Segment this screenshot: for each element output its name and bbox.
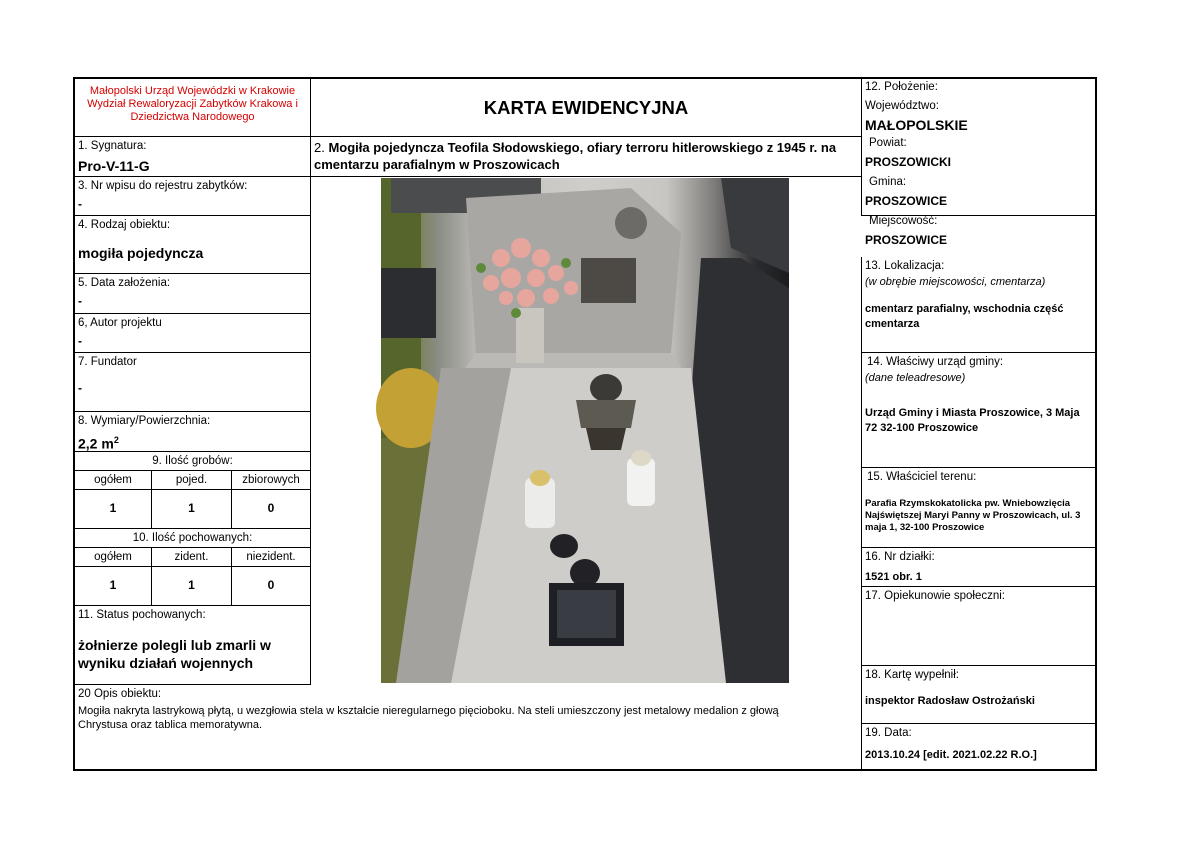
object-name-number: 2. [314, 140, 325, 155]
card-title: KARTA EWIDENCYJNA [483, 97, 689, 118]
object-name [314, 139, 858, 173]
registry-value: - [78, 197, 82, 211]
founded-cell [75, 274, 311, 314]
author-cell [75, 314, 311, 353]
buried-identified: 1 [152, 567, 232, 606]
dimensions-number: 2,2 m [78, 435, 114, 452]
buried-header-identified: zident. [152, 548, 232, 567]
object-name-text: Mogiła pojedyncza Teofila Słodowskiego, ofiary terroru hitlerowskiego z 1945 r. na cmentarzu parafialnym w Proszowicach [314, 140, 837, 172]
dimensions-unit-exponent: 2 [113, 435, 119, 445]
signature-cell [75, 137, 311, 177]
founded-value: - [78, 294, 82, 308]
plot-label: 16. Nr działki: [865, 551, 935, 563]
office-value: Urząd Gminy i Miasta Proszowice, 3 Maja 72 32-100 Proszowice [865, 407, 1080, 434]
signature-value: Pro-V-11-G [78, 158, 150, 174]
buried-unidentified: 0 [232, 567, 311, 606]
voivodeship-label: Województwo: [865, 100, 939, 112]
type-cell [75, 216, 311, 274]
filled-label: 18. Kartę wypełnił: [865, 669, 959, 681]
signature-label: 1. Sygnatura: [78, 140, 147, 152]
guardians-label: 17. Opiekunowie społeczni: [865, 590, 1005, 602]
dimensions-label: 8. Wymiary/Powierzchnia: [78, 415, 211, 427]
record-card [73, 77, 1097, 771]
founded-label: 5. Data założenia: [78, 277, 171, 289]
localization-label: 13. Lokalizacja: [865, 260, 945, 272]
registry-label: 3. Nr wpisu do rejestru zabytków: [78, 180, 248, 192]
type-label: 4. Rodzaj obiektu: [78, 219, 171, 231]
author-label: 6, Autor projektu [78, 317, 162, 329]
localization-hint: (w obrębie miejscowości, cmentarza) [865, 276, 1046, 288]
county-value: PROSZOWICKI [865, 155, 951, 169]
status-label: 11. Status pochowanych: [78, 609, 206, 621]
graves-header-collective: zbiorowych [232, 471, 311, 490]
description-text: Mogiła nakryta lastrykową płytą, u wezgłowia stela w kształcie nieregularnego pięcioboku. Na steli umieszczony jest metalowy medalion z głową Chrystusa oraz tablica memoratywna. [78, 705, 779, 731]
office-label: 14. Właściwy urząd gminy: [867, 356, 1004, 368]
office-cell [861, 353, 1095, 468]
plot-cell [861, 548, 1095, 587]
type-value: mogiła pojedyncza [78, 245, 204, 261]
filled-cell [861, 666, 1095, 724]
date-label: 19. Data: [865, 727, 912, 739]
plot-value: 1521 obr. 1 [865, 571, 922, 583]
founder-value: - [78, 381, 82, 395]
graves-collective: 0 [232, 490, 311, 529]
graves-label: 9. Ilość grobów: [75, 452, 311, 471]
buried-total: 1 [75, 567, 152, 606]
graves-single: 1 [152, 490, 232, 529]
office-header [75, 79, 311, 137]
founder-cell [75, 353, 311, 412]
buried-label: 10. Ilość pochowanych: [75, 529, 311, 548]
date-cell [861, 724, 1095, 769]
filled-value: inspektor Radosław Ostrożański [865, 695, 1035, 707]
date-value: 2013.10.24 [edit. 2021.02.22 R.O.] [865, 749, 1037, 761]
registry-cell [75, 177, 311, 216]
author-value: - [78, 334, 82, 348]
object-name-cell [311, 137, 861, 177]
commune-value: PROSZOWICE [865, 194, 948, 208]
title-cell [311, 79, 861, 137]
buried-header-total: ogółem [75, 548, 152, 567]
locality-value: PROSZOWICE [865, 233, 948, 247]
office-name: Małopolski Urząd Wojewódzki w Krakowie Wydział Rewaloryzacji Zabytków Krakowa i Dziedzictwa Narodowego [87, 85, 298, 123]
owner-label: 15. Właściciel terenu: [867, 471, 977, 483]
grave-photo-illustration [381, 178, 789, 683]
grave-photo [381, 178, 789, 683]
status-value: żołnierze polegli lub zmarli w wyniku działań wojennych [78, 637, 271, 671]
founder-label: 7. Fundator [78, 356, 137, 368]
buried-header-unidentified: niezident. [232, 548, 311, 567]
commune-label: Gmina: [869, 176, 907, 188]
guardians-cell [861, 587, 1095, 666]
status-cell [75, 606, 311, 685]
description-label: 20 Opis obiektu: [78, 688, 162, 700]
localization-value: cmentarz parafialny, wschodnia część cmentarza [865, 303, 1064, 330]
locality-label: Miejscowość: [869, 215, 938, 227]
graves-header-single: pojed. [152, 471, 232, 490]
graves-total: 1 [75, 490, 152, 529]
owner-value: Parafia Rzymskokatolicka pw. Wniebowzięcia Najświętszej Maryi Panny w Proszowicach, ul. 3 maja 1, 32-100 Proszowice [865, 498, 1081, 533]
dimensions-cell [75, 412, 311, 452]
county-label: Powiat: [869, 137, 907, 149]
voivodeship-value: MAŁOPOLSKIE [865, 117, 968, 133]
location-label: 12. Położenie: [865, 81, 938, 93]
graves-header-total: ogółem [75, 471, 152, 490]
localization-cell [861, 257, 1095, 353]
location-cell [861, 79, 1095, 247]
office-hint: (dane teleadresowe) [865, 372, 966, 384]
dimensions-value [78, 431, 307, 453]
owner-cell [861, 468, 1095, 548]
description-cell [75, 685, 861, 769]
